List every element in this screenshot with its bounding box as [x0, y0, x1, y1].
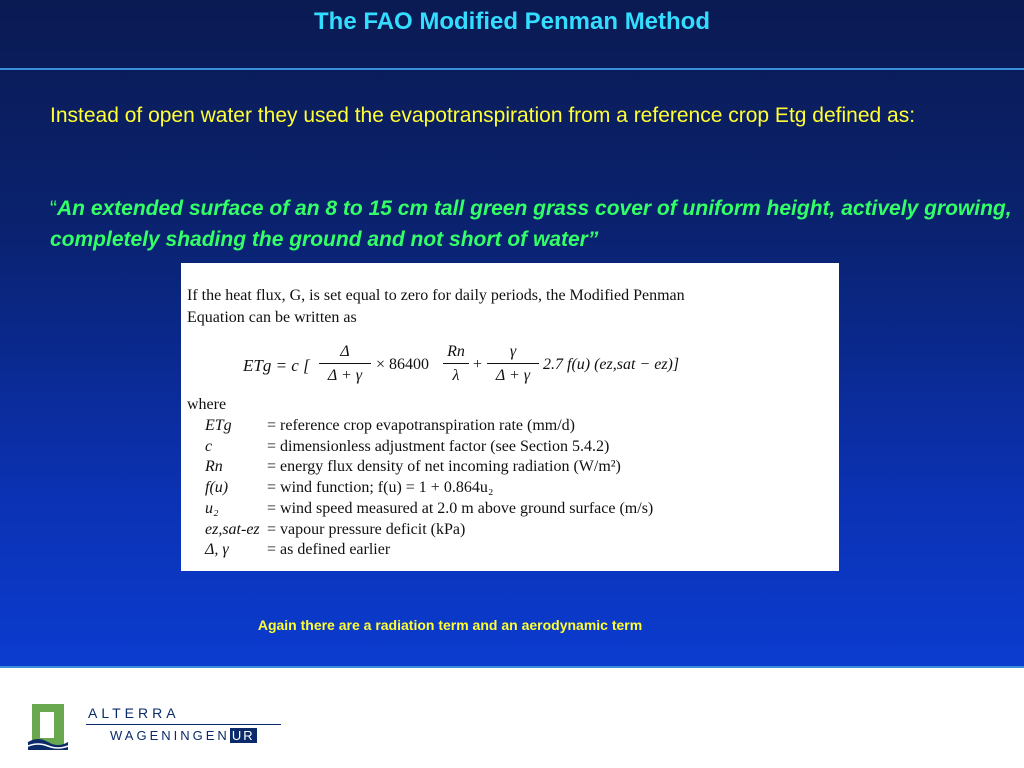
equation-figure: [181, 263, 839, 571]
alterra-wageningen-logo: [28, 700, 288, 754]
equation-fraction-3: [487, 343, 539, 385]
open-quote: “: [50, 197, 57, 220]
equation-multiplier: × 86400: [376, 356, 430, 373]
definition-symbol: f(u): [205, 479, 229, 496]
fraction-1-denominator: Δ + γ: [327, 367, 363, 384]
definition-symbol: ez,sat-ez: [205, 521, 260, 538]
definition-symbol: ETg: [205, 417, 232, 434]
equation-intro-line-2: Equation can be written as: [187, 309, 357, 326]
definition-text: An extended surface of an 8 to 15 cm tall green grass cover of uniform height, actively growing, completely shading the ground and not short of water”: [50, 197, 1012, 251]
definition-text: = as defined earlier: [267, 541, 391, 558]
alterra-emblem-icon: [28, 702, 78, 752]
fraction-2-denominator: λ: [452, 367, 460, 384]
equation-tail: 2.7 f(u) (ez,sat − ez)]: [543, 356, 680, 373]
logo-ur-badge: UR: [231, 728, 255, 743]
logo-divider: [86, 724, 281, 725]
footnote-text: Again there are a radiation term and an aerodynamic term: [257, 617, 643, 633]
footer-divider: [0, 666, 1024, 668]
definition-text: = dimensionless adjustment factor (see Section 5.4.2): [267, 438, 610, 455]
fraction-2-numerator: Rn: [443, 343, 469, 364]
where-label: where: [187, 396, 227, 413]
reference-crop-definition: [50, 193, 1015, 255]
equation-intro-line-1: If the heat flux, G, is set equal to zero for daily periods, the Modified Penman: [187, 287, 685, 304]
definition-symbol: Rn: [205, 458, 223, 475]
intro-text: Instead of open water they used the evapotranspiration from a reference crop Etg defined as:: [50, 104, 916, 127]
equation-fraction-2: [443, 343, 469, 385]
logo-wordmark-top: ALTERRA: [88, 705, 180, 721]
logo-wordmark-bottom: [110, 728, 257, 743]
definition-text: = wind speed measured at 2.0 m above ground surface (m/s): [267, 500, 654, 517]
equation-lhs: ETg = c [: [243, 356, 310, 375]
slide-title: The FAO Modified Penman Method: [314, 8, 710, 35]
definition-text: = wind function; f(u) = 1 + 0.864u₂: [267, 479, 494, 496]
fraction-3-denominator: Δ + γ: [495, 367, 531, 384]
definition-symbol: Δ, γ: [205, 541, 229, 558]
fraction-3-numerator: γ: [487, 343, 539, 364]
definition-text: = energy flux density of net incoming radiation (W/m²): [267, 458, 621, 475]
definition-text: = vapour pressure deficit (kPa): [267, 521, 466, 538]
definition-symbol: u₂: [205, 500, 219, 517]
definition-text: = reference crop evapotranspiration rate (mm/d): [267, 417, 575, 434]
definition-symbol: c: [205, 438, 213, 455]
equation-fraction-1: [319, 343, 371, 385]
equation-plus: +: [473, 356, 483, 373]
fraction-1-numerator: Δ: [319, 343, 371, 364]
title-divider: [0, 68, 1024, 70]
logo-wageningen-text: WAGENINGEN: [110, 728, 230, 743]
